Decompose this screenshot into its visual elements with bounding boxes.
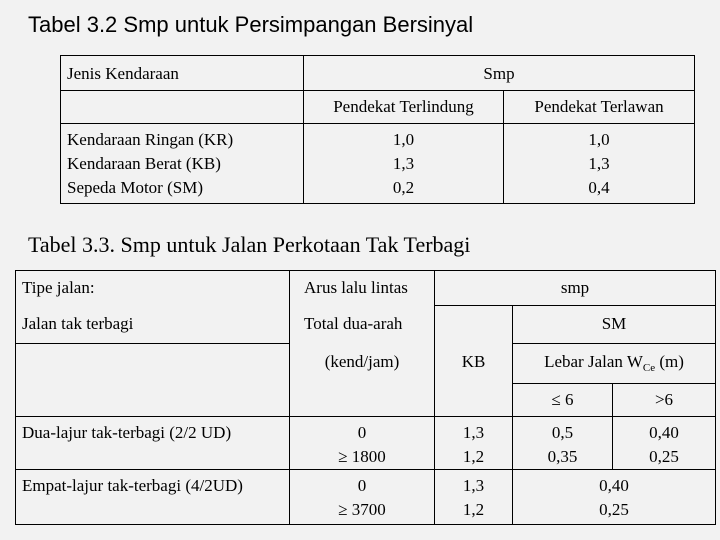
- opposed-value: 1,0: [588, 130, 610, 149]
- sm-gt6-value: 0,25: [649, 447, 679, 466]
- header-kb: KB: [435, 344, 513, 384]
- vehicle-name: Kendaraan Berat (KB): [67, 154, 221, 173]
- kb-value: 1,2: [462, 447, 485, 466]
- sm-value: 0,40: [599, 476, 629, 495]
- empty-cell: [16, 344, 290, 384]
- header-road-width: Lebar Jalan $W_{Ce}$ (m): [513, 344, 716, 384]
- header-road-type: Tipe jalan:: [16, 271, 290, 306]
- protected-value: 0,2: [392, 178, 415, 197]
- flow-value: 0: [357, 476, 367, 495]
- flow-value: ≥ 3700: [338, 500, 386, 519]
- vehicle-name: Sepeda Motor (SM): [67, 178, 203, 197]
- header-vehicle-type: Jenis Kendaraan: [61, 56, 304, 91]
- header-smp: Smp: [304, 56, 695, 91]
- opposed-value: 0,4: [588, 178, 610, 197]
- opposed-value: 1,3: [588, 154, 610, 173]
- empty-cell: [435, 384, 513, 417]
- sm-le6-value: 0,5: [551, 423, 574, 442]
- smp-intersection-table: [60, 55, 695, 204]
- table2-title: Tabel 3.3. Smp untuk Jalan Perkotaan Tak Terbagi: [28, 232, 471, 257]
- header-traffic-flow: Arus lalu lintas: [290, 271, 435, 306]
- flow-value: ≥ 1800: [338, 447, 386, 466]
- vehicle-name: Kendaraan Ringan (KR): [67, 130, 234, 149]
- header-opposed-approach: Pendekat Terlawan: [504, 91, 695, 124]
- header-width-le-6: ≤ 6: [513, 384, 613, 417]
- header-veh-per-hour: (kend/jam): [290, 344, 435, 384]
- header-undivided-road: Jalan tak terbagi: [16, 306, 290, 344]
- header-smp: smp: [435, 271, 716, 306]
- road-type-name: Empat-lajur tak-terbagi (4/2UD): [16, 470, 290, 525]
- kb-value: 1,3: [462, 423, 485, 442]
- empty-cell: [290, 384, 435, 417]
- empty-cell: [61, 91, 304, 124]
- header-width-gt-6: >6: [613, 384, 716, 417]
- protected-value: 1,0: [392, 130, 415, 149]
- flow-value: 0: [357, 423, 367, 442]
- sm-value: 0,25: [599, 500, 629, 519]
- protected-value: 1,3: [392, 154, 415, 173]
- sm-gt6-value: 0,40: [649, 423, 679, 442]
- header-sm: SM: [513, 306, 716, 344]
- table1-title: Tabel 3.2 Smp untuk Persimpangan Bersinyal: [28, 12, 474, 37]
- road-type-name: Dua-lajur tak-terbagi (2/2 UD): [16, 417, 290, 470]
- empty-cell: [16, 384, 290, 417]
- header-protected-approach: Pendekat Terlindung: [304, 91, 504, 124]
- sm-le6-value: 0,35: [547, 447, 578, 466]
- header-two-way-total: Total dua-arah: [290, 306, 435, 344]
- smp-urban-road-table: [15, 270, 716, 525]
- kb-value: 1,3: [462, 476, 485, 495]
- empty-cell: [435, 306, 513, 344]
- kb-value: 1,2: [462, 500, 485, 519]
